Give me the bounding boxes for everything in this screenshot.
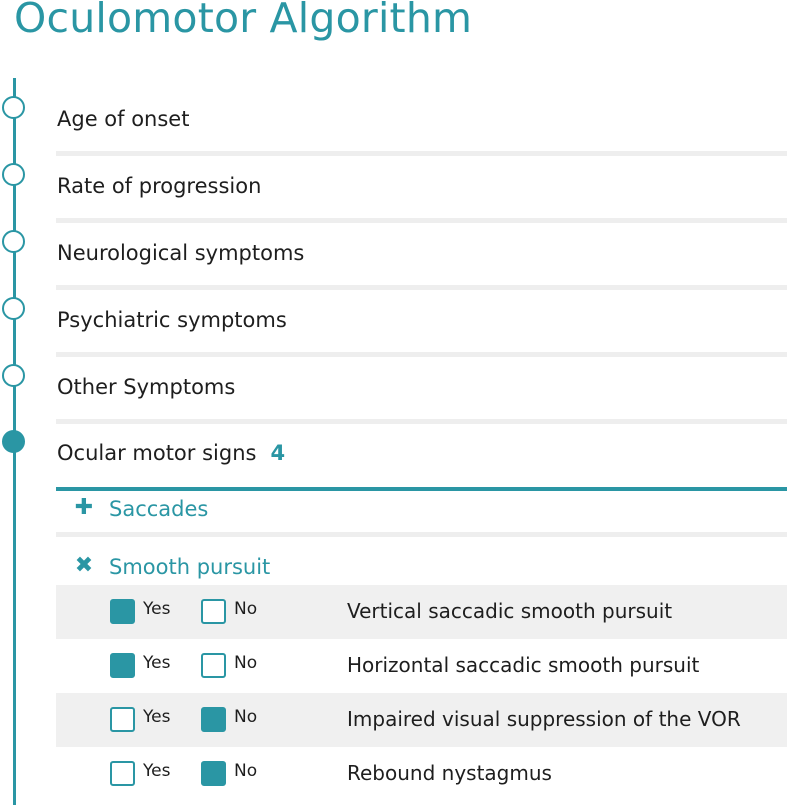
step-marker-other-symptoms bbox=[2, 364, 25, 387]
no-checkbox-checked[interactable] bbox=[201, 707, 226, 732]
no-checkbox[interactable] bbox=[201, 653, 226, 678]
step-marker-rate-of-progression bbox=[2, 163, 25, 186]
close-icon[interactable]: ✖ bbox=[74, 553, 94, 578]
no-label: No bbox=[234, 653, 258, 673]
subsection-saccades[interactable] bbox=[56, 483, 787, 535]
step-psychiatric-symptoms[interactable] bbox=[56, 289, 787, 355]
question-row bbox=[56, 747, 787, 801]
question-text: Impaired visual suppression of the VOR bbox=[347, 707, 741, 731]
subsection-label: Smooth pursuit bbox=[109, 555, 271, 579]
step-marker-psychiatric-symptoms bbox=[2, 297, 25, 320]
step-rate-of-progression[interactable] bbox=[56, 155, 787, 221]
step-label bbox=[57, 441, 285, 465]
question-text: Vertical saccadic smooth pursuit bbox=[347, 599, 673, 623]
no-label: No bbox=[234, 707, 258, 727]
yes-label: Yes bbox=[143, 707, 171, 727]
yes-label: Yes bbox=[143, 761, 171, 781]
step-other-symptoms[interactable] bbox=[56, 356, 787, 422]
yes-checkbox[interactable] bbox=[110, 707, 135, 732]
step-label: Neurological symptoms bbox=[57, 241, 305, 265]
question-row bbox=[56, 639, 787, 693]
step-ocular-motor-signs[interactable] bbox=[56, 422, 787, 488]
step-marker-age-of-onset bbox=[2, 96, 25, 119]
yes-label: Yes bbox=[143, 599, 171, 619]
step-label: Age of onset bbox=[57, 107, 190, 131]
no-checkbox[interactable] bbox=[201, 599, 226, 624]
plus-icon[interactable]: ✚ bbox=[74, 495, 94, 520]
subsection-divider bbox=[56, 532, 787, 537]
yes-checkbox-checked[interactable] bbox=[110, 599, 135, 624]
no-label: No bbox=[234, 761, 258, 781]
page-title: Oculomotor Algorithm bbox=[14, 0, 473, 42]
step-label-text: Ocular motor signs bbox=[57, 441, 257, 465]
question-row bbox=[56, 693, 787, 747]
no-checkbox-checked[interactable] bbox=[201, 761, 226, 786]
yes-label: Yes bbox=[143, 653, 171, 673]
step-neurological-symptoms[interactable] bbox=[56, 222, 787, 288]
question-row bbox=[56, 585, 787, 639]
step-age-of-onset[interactable] bbox=[56, 88, 787, 154]
step-marker-neurological-symptoms bbox=[2, 230, 25, 253]
yes-checkbox[interactable] bbox=[110, 761, 135, 786]
step-label: Rate of progression bbox=[57, 174, 262, 198]
question-text: Rebound nystagmus bbox=[347, 761, 552, 785]
step-marker-ocular-motor-signs-active bbox=[2, 430, 25, 453]
yes-checkbox-checked[interactable] bbox=[110, 653, 135, 678]
no-label: No bbox=[234, 599, 258, 619]
question-text: Horizontal saccadic smooth pursuit bbox=[347, 653, 700, 677]
step-label: Other Symptoms bbox=[57, 375, 236, 399]
step-label: Psychiatric symptoms bbox=[57, 308, 287, 332]
subsection-label: Saccades bbox=[109, 497, 209, 521]
selected-count-badge: 4 bbox=[270, 441, 286, 465]
